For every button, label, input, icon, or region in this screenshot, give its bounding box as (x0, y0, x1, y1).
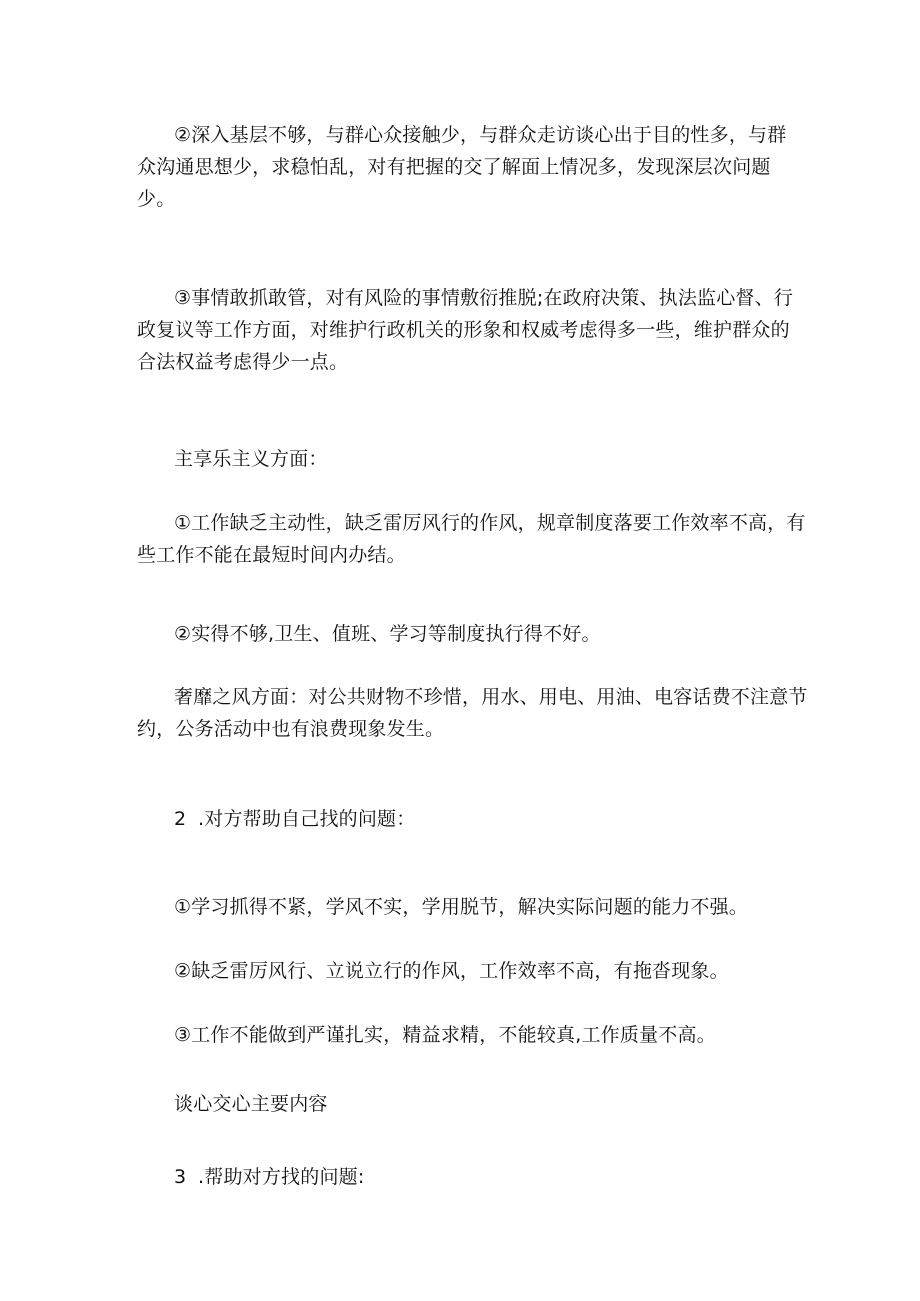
text-line: ②实得不够,卫生、值班、学习等制度执行得不好。 (174, 623, 601, 645)
paragraph-extravagance (137, 681, 808, 745)
section-title: .对方帮助自己找的问题： (198, 808, 416, 830)
text-line (137, 803, 787, 835)
text-line: 少。 (137, 188, 176, 210)
section-number: 2 (174, 808, 187, 830)
text-line: 约，公务活动中也有浪费现象发生。 (137, 718, 445, 740)
text-line: 政复议等工作方面，对维护行政机关的形象和权威考虑得多一些，维护群众的 (137, 319, 790, 341)
text-line: ①工作缺乏主动性，缺乏雷厉风行的作风，规章制度落要工作效率不高，有 (174, 512, 806, 534)
section-heading-2 (137, 803, 787, 835)
section-number: 3 (174, 1166, 187, 1188)
section-heading-talk-content (137, 1088, 787, 1120)
paragraph-work-style (137, 955, 787, 987)
text-line: ①学习抓得不紧，学风不实，学用脱节，解决实际问题的能力不强。 (174, 896, 749, 918)
text-line: ②深入基层不够，与群心众接触少，与群众走访谈心出于目的性多，与群 (174, 124, 787, 146)
text-line: 合法权益考虑得少一点。 (137, 351, 349, 373)
text-line: 奢靡之风方面：对公共财物不珍惜，用水、用电、用油、电容话费不注意节 (174, 686, 808, 708)
paragraph-initiative (137, 507, 806, 571)
paragraph-risk-avoidance (137, 282, 794, 378)
text-line: 些工作不能在最短时间内办结。 (137, 544, 406, 566)
text-line: 谈心交心主要内容 (174, 1093, 328, 1115)
section-heading-3 (137, 1161, 787, 1193)
text-line: ③工作不能做到严谨扎实，精益求精，不能较真,工作质量不高。 (174, 1024, 716, 1046)
text-line (137, 1161, 787, 1193)
text-line: 主享乐主义方面： (174, 448, 328, 470)
text-line: ②缺乏雷厉风行、立说立行的作风，工作效率不高，有拖沓现象。 (174, 960, 729, 982)
section-title: .帮助对方找的问题: (198, 1166, 365, 1188)
paragraph-grassroots-contact (137, 119, 787, 215)
paragraph-rules-execution (137, 618, 787, 650)
text-line: ③事情敢抓敢管，对有风险的事情敷衍推脱;在政府决策、执法监心督、行 (174, 287, 794, 309)
paragraph-study-problem (137, 891, 787, 923)
paragraph-work-quality (137, 1019, 787, 1051)
section-heading-hedonism (137, 443, 787, 475)
text-line: 众沟通思想少，求稳怕乱，对有把握的交了解面上情况多，发现深层次问题 (137, 156, 771, 178)
